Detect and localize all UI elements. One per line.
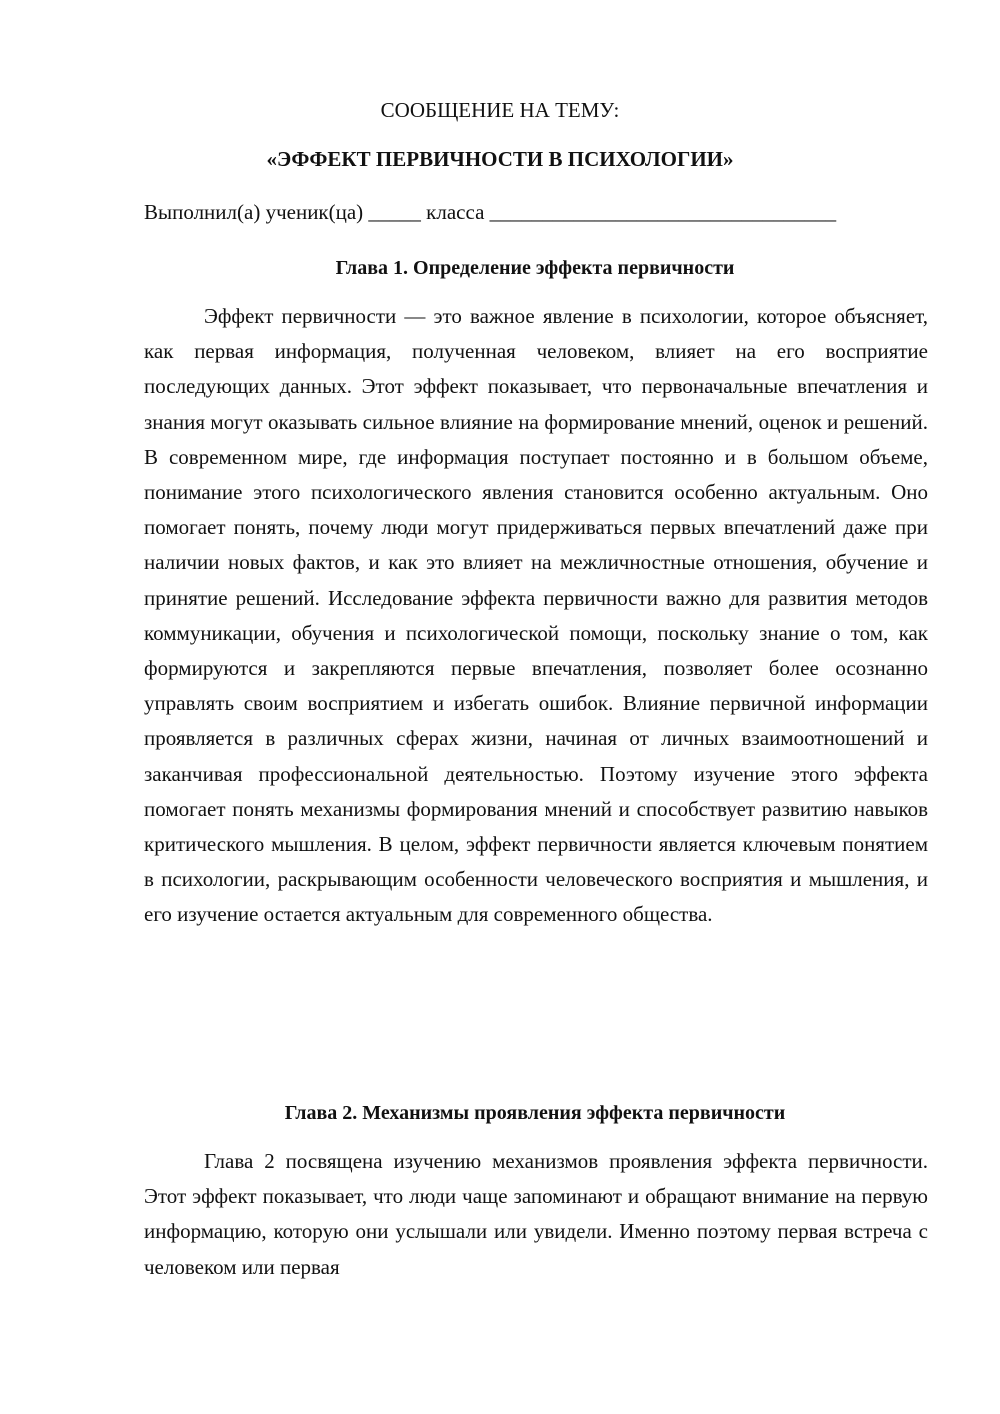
- chapter-1-paragraph: Эффект первичности — это важное явление в психологии, которое объясняет, как первая информация, полученная человеком, влияет на его восприятие последующих данных. Этот эффект показывает, что первоначальные впечатления и знания могут оказывать сильное влияние на формирование мнений, оценок и решений. В современном мире, где информация поступает постоянно и в большом объеме, понимание этого психологического явления становится особенно актуальным. Оно помогает понять, почему люди могут придерживаться первых впечатлений даже при наличии новых фактов, и как это влияет на межличностные отношения, обучение и принятие решений. Исследование эффекта первичности важно для развития методов коммуникации, обучения и психологической помощи, поскольку знание о том, как формируются и закрепляются первые впечатления, позволяет более осознанно управлять своим восприятием и избегать ошибок. Влияние первичной информации проявляется в различных сферах жизни, начиная от личных взаимоотношений и заканчивая профессиональной деятельностью. Поэтому изучение этого эффекта помогает понять механизмы формирования мнений и способствует развитию навыков критического мышления. В целом, эффект первичности является ключевым понятием в психологии, раскрывающим особенности человеческого восприятия и мышления, и его изучение остается актуальным для современного общества.: [144, 304, 928, 927]
- document-title-line-2: «ЭФФЕКТ ПЕРВИЧНОСТИ В ПСИХОЛОГИИ»: [266, 147, 734, 171]
- chapter-2-heading: Глава 2. Механизмы проявления эффекта первичности: [284, 1102, 786, 1124]
- chapter-2-paragraph: Глава 2 посвящена изучению механизмов проявления эффекта первичности. Этот эффект показывает, что люди чаще запоминают и обращают внимание на первую информацию, которую они услышали или увидели. Именно поэтому первая встреча с человеком или первая: [144, 1149, 928, 1279]
- chapter-1-heading: Глава 1. Определение эффекта первичности: [335, 257, 735, 279]
- author-line: Выполнил(а) ученик(ца) _____ класса _________________________________: [144, 200, 837, 224]
- document-title-line-1: СООБЩЕНИЕ НА ТЕМУ:: [380, 98, 620, 122]
